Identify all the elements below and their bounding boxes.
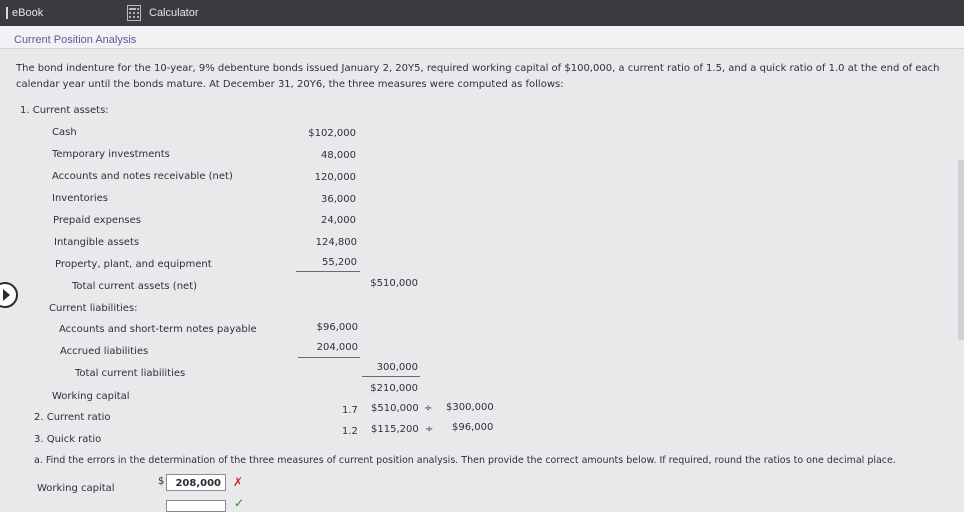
current-ratio-value: 1.7: [342, 405, 358, 416]
total-liabilities-label: Total current liabilities: [75, 368, 186, 379]
working-capital-input[interactable]: 208,000: [166, 474, 226, 491]
calculator-icon: [127, 5, 141, 21]
asset-amount: 124,800: [315, 237, 357, 248]
subtotal-underline: [296, 271, 360, 272]
subtotal-underline: [298, 357, 360, 358]
calculator-tab[interactable]: [127, 0, 199, 26]
working-capital-amount: $210,000: [370, 383, 418, 394]
asset-amount: 120,000: [314, 172, 356, 183]
asset-amount: 55,200: [322, 257, 357, 268]
problem-content: [0, 50, 964, 507]
incorrect-icon: ✗: [233, 475, 244, 489]
current-ratio-denominator: $300,000: [446, 402, 494, 413]
asset-amount: 48,000: [321, 150, 356, 161]
asset-amount: 36,000: [321, 194, 356, 205]
current-ratio-label: 2. Current ratio: [34, 412, 111, 423]
scrollbar[interactable]: [958, 160, 964, 340]
ebook-tab[interactable]: [0, 0, 43, 26]
divide-sign: ÷: [425, 424, 434, 435]
asset-amount: 24,000: [321, 215, 356, 226]
top-toolbar: [0, 0, 964, 26]
liability-label: Accrued liabilities: [60, 346, 149, 357]
asset-label: Property, plant, and equipment: [55, 259, 212, 270]
asset-label: Accounts and notes receivable (net): [52, 171, 233, 182]
calculator-label: Calculator: [149, 7, 199, 19]
liability-amount: 204,000: [316, 342, 358, 353]
section-title: Current Position Analysis: [14, 34, 137, 46]
answer-working-capital-label: Working capital: [37, 483, 115, 494]
section-header: [0, 26, 964, 49]
liability-label: Accounts and short-term notes payable: [59, 324, 257, 335]
correct-icon: ✓: [234, 496, 245, 510]
total-assets-amount: $510,000: [370, 278, 418, 289]
total-assets-label: Total current assets (net): [72, 281, 198, 292]
quick-ratio-label: 3. Quick ratio: [34, 434, 102, 445]
asset-label: Inventories: [52, 193, 108, 204]
working-capital-label: Working capital: [52, 391, 130, 402]
asset-label: Intangible assets: [54, 237, 140, 248]
ebook-label: eBook: [12, 7, 44, 19]
next-answer-input[interactable]: [166, 500, 226, 512]
total-underline: [362, 376, 420, 377]
asset-label: Prepaid expenses: [53, 215, 141, 226]
current-assets-heading: 1. Current assets:: [20, 105, 109, 116]
currency-symbol: $: [158, 476, 165, 487]
question-a: a. Find the errors in the determination of the three measures of current position analysis. Then provide the correct amounts below. If required, round the ratios to one decimal place.: [34, 455, 896, 466]
current-liabilities-heading: Current liabilities:: [49, 303, 138, 314]
asset-label: Cash: [52, 127, 77, 138]
quick-ratio-numerator: $115,200: [371, 424, 419, 435]
quick-ratio-value: 1.2: [342, 426, 358, 437]
current-ratio-numerator: $510,000: [371, 403, 419, 414]
liability-amount: $96,000: [316, 322, 358, 333]
divide-sign: ÷: [424, 403, 433, 414]
quick-ratio-denominator: $96,000: [452, 422, 494, 433]
asset-amount: $102,000: [308, 128, 356, 139]
total-liabilities-amount: 300,000: [376, 362, 418, 373]
problem-intro: The bond indenture for the 10-year, 9% debenture bonds issued January 2, 20Y5, required working capital of $100,000, a current ratio of 1.5, and a quick ratio of 1.0 at the end of each calendar year until the bonds mature. At December 31, 20Y6, the three measures were computed as follows:: [16, 63, 940, 90]
back-icon: [6, 7, 8, 19]
asset-label: Temporary investments: [52, 149, 170, 160]
